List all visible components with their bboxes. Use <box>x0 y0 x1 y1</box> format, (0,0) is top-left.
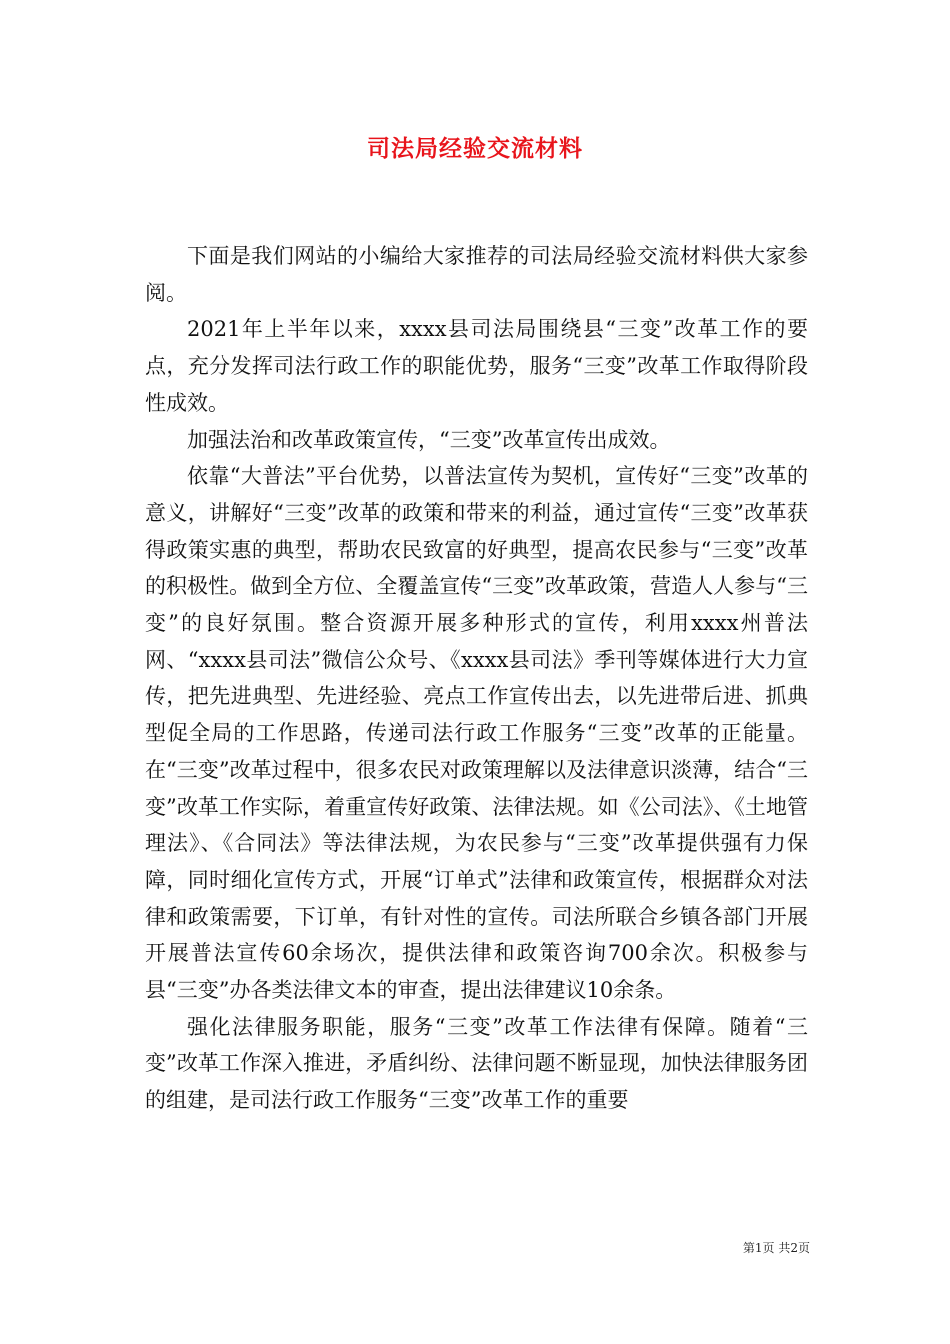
document-body <box>145 238 808 1119</box>
paragraph-legal-service: 强化法律服务职能，服务“三变”改革工作法律有保障。随着“三变”改革工作深入推进，矛盾纠纷、法律问题不断显现，加快法律服务团的组建，是司法行政工作服务“三变”改革工作的重要 <box>145 1014 808 1113</box>
paragraph-intro: 下面是我们网站的小编给大家推荐的司法局经验交流材料供大家参阅。 <box>145 244 808 305</box>
paragraph-publicity-detail: 依靠“大普法”平台优势，以普法宣传为契机，宣传好“三变”改革的意义，讲解好“三变”改革的政策和带来的利益，通过宣传“三变”改革获得政策实惠的典型，帮助农民致富的好典型，提高农民参与“三变”改革的积极性。做到全方位、全覆盖宣传“三变”改革政策，营造人人参与“三变”的良好氛围。整合资源开展多种形式的宣传，利用xxxx州普法网、“xxxx县司法”微信公众号、《xxxx县司法》季刊等媒体进行大力宣传，把先进典型、先进经验、亮点工作宣传出去，以先进带后进、抓典型促全局的工作思路，传递司法行政工作服务“三变”改革的正能量。在“三变”改革过程中，很多农民对政策理解以及法律意识淡薄，结合“三变”改革工作实际，着重宣传好政策、法律法规。如《公司法》、《土地管理法》、《合同法》等法律法规，为农民参与“三变”改革提供强有力保障，同时细化宣传方式，开展“订单式”法律和政策宣传，根据群众对法律和政策需要，下订单，有针对性的宣传。司法所联合乡镇各部门开展开展普法宣传60余场次，提供法律和政策咨询700余次。积极参与县“三变”办各类法律文本的审查，提出法律建议10余条。 <box>145 464 808 1003</box>
page-number: 第1页 共2页 <box>742 1241 810 1255</box>
document-title: 司法局经验交流材料 <box>367 135 583 162</box>
paragraph-overview: 2021年上半年以来，xxxx县司法局围绕县“三变”改革工作的要点，充分发挥司法行政工作的职能优势，服务“三变”改革工作取得阶段性成效。 <box>145 317 808 415</box>
paragraph-heading-publicity: 加强法治和改革政策宣传，“三变”改革宣传出成效。 <box>187 427 671 452</box>
